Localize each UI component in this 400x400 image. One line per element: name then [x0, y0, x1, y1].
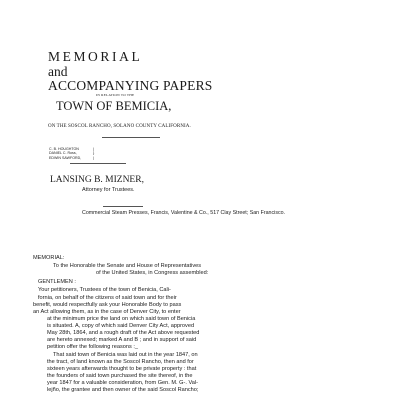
trustee-brace: |	[93, 147, 94, 151]
title-in-relation: IN RELATION TO THE	[96, 93, 135, 97]
body-line: is situated. A, copy of which said Denver City Act, approved	[47, 322, 195, 329]
press-imprint: Commercial Steam Presses, Francis, Valentine & Co., 517 Clay Street; San Francisco.	[82, 210, 286, 216]
trustee-brace: }	[93, 151, 95, 156]
title-town: TOWN OF BEMICIA,	[56, 99, 172, 113]
trustee-entry	[49, 155, 94, 160]
trustees-list	[49, 147, 95, 160]
body-line: fornia, on behalf of the citizens of said town and for their	[38, 294, 177, 301]
trustee-name: DANIEL C. Ross,	[49, 151, 77, 156]
body-line: MEMORIAL:	[33, 255, 65, 261]
title-and: and	[48, 64, 68, 79]
attorney-title: Attorney for Trustees.	[82, 187, 135, 193]
body-line: That said town of Benicia was laid out in the year 1847, on	[53, 351, 198, 358]
body-line: petition offer the following reasons :_	[47, 343, 139, 350]
body-line: To the Honorable the Senate and House of Representatives	[53, 263, 202, 269]
location-line: ON THE SOSCOL RANCHO, SOLANO COUNTY CALIFORNIA.	[48, 124, 191, 129]
body-line: an Act allowing them, as in the case of Denver City, to enter	[33, 308, 181, 315]
body-line: Your petitioners, Trustees of the town of Benicia, Cali-	[38, 287, 171, 293]
body-line: lejño, the grantee and then owner of the said Soscol Rancho;	[47, 386, 199, 393]
body-line: May 28th, 1864, and a rough draft of the Act above requested	[47, 329, 200, 336]
title-memorial: MEMORIAL	[48, 49, 143, 64]
trustee-name: EDWIN SAWFORD,	[49, 155, 82, 160]
attorney-name: LANSING B. MIZNER,	[50, 175, 144, 185]
body-line: the founders of said town purchased the site thereof, in the	[47, 372, 193, 379]
divider-rule	[70, 163, 126, 164]
divider-rule	[103, 206, 143, 207]
body-line: GENTLEMEN :	[38, 279, 76, 285]
body-line: at the minimum price the land on which said town of Benicia	[47, 315, 196, 322]
body-line: benefit, would respectfully ask your Honorable Body to pass	[33, 301, 182, 308]
trustee-brace: |	[93, 155, 94, 160]
divider-rule	[102, 137, 160, 138]
trustee-name: C. B. HOUGHTON	[49, 147, 79, 151]
body-line: sixteen years afterwards thought to be private property : that	[47, 365, 197, 372]
body-line: are hereto annexed; marked A and B ; and in support of said	[47, 336, 197, 343]
body-line: of the United States, in Congress assembled:	[96, 270, 209, 276]
body-line: year 1847 for a valuable consideration, from Gen. M. G-. Val-	[47, 379, 198, 386]
title-accompanying-papers: ACCOMPANYING PAPERS	[48, 78, 213, 93]
body-line: the tract, of land known as the Soscol Rancho, then and for	[47, 358, 194, 365]
